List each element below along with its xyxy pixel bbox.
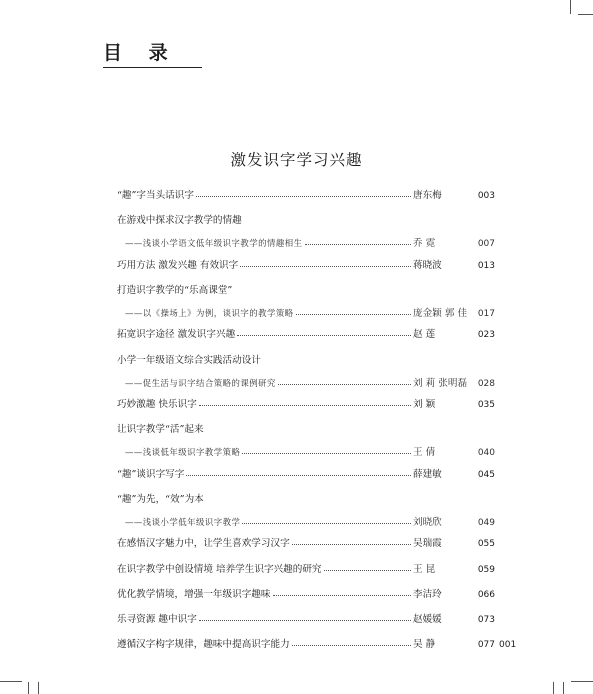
toc-entry-author: 刘 莉 张明磊 <box>413 377 468 389</box>
toc-entry-title: 巧用方法 激发兴趣 有效识字 <box>117 259 239 271</box>
leader-dots <box>324 570 411 571</box>
toc-entry[interactable] <box>117 488 495 529</box>
toc-entry-subtitle: ——浅谈小学低年级识字教学 <box>125 516 241 527</box>
toc-entry-author: 吴瑞霞 <box>413 538 442 550</box>
toc-entry[interactable] <box>117 323 495 345</box>
toc-entry-author: 唐东梅 <box>413 190 442 201</box>
toc-entry[interactable] <box>117 558 495 580</box>
crop-mark <box>563 682 564 694</box>
toc-entry-author: 王 倩 <box>413 447 436 459</box>
toc-entry[interactable] <box>117 463 495 485</box>
toc-entry-subtitle: ——浅谈小学语文低年级识字教学的情趣相生 <box>125 238 303 249</box>
toc-entry-page: 035 <box>477 400 495 411</box>
toc-entry-author: 庞金颖 郭 佳 <box>413 307 468 319</box>
crop-mark <box>578 14 593 15</box>
toc-entry-subtitle: ——以《操场上》为例，谈识字的教学策略 <box>125 307 294 318</box>
toc-entry[interactable] <box>117 254 495 276</box>
leader-dots <box>199 620 411 621</box>
toc-entry-page: 028 <box>477 378 495 389</box>
toc-entry-author: 刘 颖 <box>413 399 436 411</box>
crop-mark <box>570 0 571 14</box>
crop-mark <box>38 682 39 694</box>
toc-entry-page: 007 <box>477 239 495 250</box>
toc-entry-page: 049 <box>477 517 495 528</box>
toc-entries <box>117 184 495 658</box>
toc-entry-title: 让识字教学“活”起来 <box>117 424 204 436</box>
toc-entry-title: 在识字教学中创设情境 培养学生识字兴趣的研究 <box>117 563 322 575</box>
leader-dots <box>242 523 411 524</box>
leader-dots <box>240 266 411 267</box>
toc-entry-title: “趣”字当头话识字 <box>117 190 194 201</box>
toc-entry-title: 打造识字教学的“乐高课堂” <box>117 284 233 296</box>
toc-entry-title: “趣”谈识字写字 <box>117 468 185 480</box>
leader-dots <box>186 475 411 476</box>
toc-entry[interactable] <box>117 608 495 630</box>
toc-entry-title: 巧妙激趣 快乐识字 <box>117 399 197 411</box>
crop-mark <box>0 681 22 682</box>
title-rule <box>103 67 202 68</box>
toc-entry-page: 055 <box>477 539 495 550</box>
toc-entry-author: 乔 霓 <box>413 238 436 250</box>
toc-entry[interactable] <box>117 209 495 250</box>
toc-entry-page: 045 <box>477 469 495 480</box>
toc-entry[interactable] <box>117 418 495 459</box>
toc-entry-title: 拓宽识字途径 激发识字兴趣 <box>117 329 236 341</box>
toc-entry[interactable] <box>117 532 495 554</box>
toc-entry-author: 刘晓欣 <box>413 516 442 528</box>
toc-entry-author: 赵 莲 <box>413 329 436 341</box>
crop-mark <box>28 682 29 694</box>
toc-entry-title: 在游戏中探求汉字教学的情趣 <box>117 215 242 227</box>
toc-entry-page: 066 <box>477 589 495 600</box>
toc-entry-author: 吴 静 <box>413 639 436 651</box>
toc-entry-page: 017 <box>477 308 495 319</box>
toc-entry[interactable] <box>117 279 495 320</box>
toc-entry-page: 077 <box>477 640 495 651</box>
toc-entry-subtitle: ——促生活与识字结合策略的课例研究 <box>125 377 276 388</box>
leader-dots <box>305 244 412 245</box>
toc-entry[interactable] <box>117 583 495 605</box>
toc-entry-page: 059 <box>477 564 495 575</box>
leader-dots <box>273 595 412 596</box>
toc-entry[interactable] <box>117 184 495 206</box>
leader-dots <box>278 384 411 385</box>
toc-entry-title: “趣”为先，“效”为本 <box>117 493 204 505</box>
toc-entry-author: 李洁玲 <box>413 588 442 600</box>
toc-entry-page: 040 <box>477 448 495 459</box>
toc-entry-title: 乐寻资源 趣中识字 <box>117 614 197 625</box>
section-heading: 激发识字学习兴趣 <box>230 151 363 169</box>
toc-entry-page: 023 <box>477 330 495 341</box>
toc-entry-title: 优化教学情境，增强一年级识字趣味 <box>117 588 271 600</box>
toc-entry-title: 遵循汉字构字规律，趣味中提高识字能力 <box>117 639 290 651</box>
toc-entry-page: 003 <box>477 191 495 201</box>
toc-entry-page: 073 <box>477 615 495 625</box>
toc-entry-title: 在感悟汉字魅力中，让学生喜欢学习汉字 <box>117 538 290 550</box>
crop-mark <box>571 681 593 682</box>
toc-entry-author: 薛建敏 <box>413 468 442 480</box>
toc-entry-author: 王 昆 <box>413 563 436 575</box>
leader-dots <box>296 314 411 315</box>
crop-mark <box>553 682 554 694</box>
toc-entry-author: 蒋晓波 <box>413 259 442 271</box>
leader-dots <box>292 544 411 545</box>
leader-dots <box>199 405 411 406</box>
page-number: 001 <box>499 640 517 650</box>
toc-entry-subtitle: ——浅谈低年级识字教学策略 <box>125 447 241 458</box>
leader-dots <box>237 335 411 336</box>
toc-entry[interactable] <box>117 393 495 415</box>
toc-entry[interactable] <box>117 633 495 655</box>
leader-dots <box>292 645 411 646</box>
toc-entry[interactable] <box>117 349 495 390</box>
leader-dots <box>242 453 411 454</box>
toc-entry-title: 小学一年级语文综合实践活动设计 <box>117 354 261 366</box>
toc-entry-author: 赵媛媛 <box>413 614 442 625</box>
toc-title: 目 录 <box>103 42 178 64</box>
toc-entry-page: 013 <box>477 260 495 271</box>
leader-dots <box>196 196 411 197</box>
